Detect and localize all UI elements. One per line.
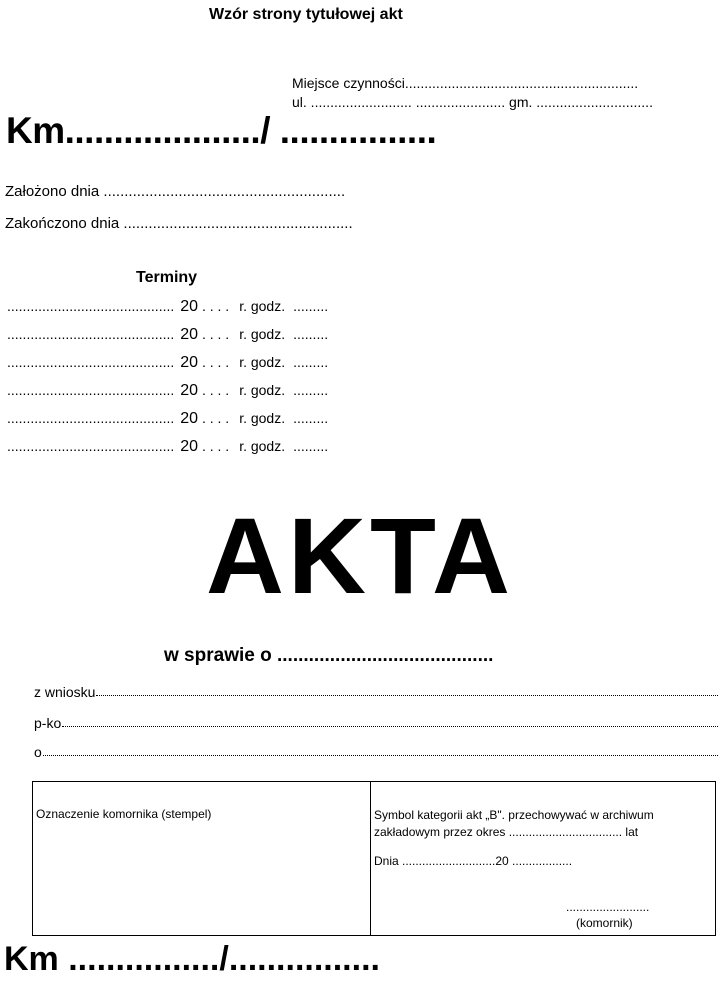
term-hour-dots: ......... (293, 326, 329, 342)
term-year: 20 (180, 438, 199, 455)
about-dots (43, 755, 718, 756)
term-year: 20 (180, 354, 199, 371)
term-row (7, 410, 328, 428)
term-year-dots: . . . . (198, 382, 230, 398)
opponent-dots (62, 726, 718, 727)
term-row (7, 382, 328, 400)
term-year: 20 (180, 298, 199, 315)
term-year: 20 (180, 326, 199, 343)
term-row (7, 354, 328, 372)
term-year-dots: . . . . (198, 354, 230, 370)
stamp-label: Oznaczenie komornika (stempel) (36, 807, 212, 821)
page-title: Wzór strony tytułowej akt (209, 6, 403, 23)
closed-date-line: Zakończono dnia ....................................................... (5, 215, 353, 232)
term-hour-label: r. godz. (239, 410, 286, 426)
applicant-label: z wniosku (34, 684, 96, 700)
signature-label: (komornik) (576, 916, 633, 930)
signature-dots: ......................... (566, 900, 650, 914)
term-year-dots: . . . . (198, 438, 230, 454)
opponent-label: p-ko (34, 715, 62, 731)
term-date-dots: ........................................... (7, 438, 175, 454)
term-row (7, 326, 328, 344)
applicant-dots (96, 695, 718, 696)
case-subject: w sprawie o ......................................... (164, 645, 494, 666)
term-row (7, 438, 328, 456)
term-hour-dots: ......... (293, 298, 329, 314)
term-date-dots: ........................................... (7, 382, 175, 398)
about-line (34, 740, 718, 760)
term-hour-dots: ......... (293, 354, 329, 370)
term-hour-label: r. godz. (239, 382, 286, 398)
place-line: Miejsce czynności............................................................ (292, 75, 639, 91)
term-date-dots: ........................................... (7, 326, 175, 342)
term-hour-dots: ......... (293, 438, 329, 454)
opponent-line (34, 711, 718, 731)
term-date-dots: ........................................... (7, 298, 175, 314)
term-year-dots: . . . . (198, 326, 230, 342)
applicant-line (34, 680, 718, 700)
main-title: AKTA (206, 495, 514, 616)
term-row (7, 298, 328, 316)
term-year-dots: . . . . (198, 410, 230, 426)
term-hour-label: r. godz. (239, 354, 286, 370)
term-hour-label: r. godz. (239, 326, 286, 342)
case-number: Km..................../ ................ (6, 110, 437, 151)
box-divider (370, 782, 371, 935)
box-date-line: Dnia ............................20 .................. (374, 854, 573, 868)
bailiff-box (32, 781, 716, 936)
archive-category-text: Symbol kategorii akt „B". przechowywać w archiwum zakładowym przez okres .................................. lat (374, 808, 654, 839)
term-date-dots: ........................................... (7, 410, 175, 426)
place-of-activity (292, 74, 653, 112)
terms-heading: Terminy (136, 269, 198, 286)
term-hour-label: r. godz. (239, 298, 286, 314)
about-label: o (34, 744, 42, 760)
founded-date-line: Założono dnia .......................................................... (5, 183, 346, 200)
term-year-dots: . . . . (198, 298, 230, 314)
term-hour-dots: ......... (293, 410, 329, 426)
term-year: 20 (180, 382, 199, 399)
term-hour-dots: ......... (293, 382, 329, 398)
footer-case-number: Km ................/................ (4, 940, 380, 978)
term-year: 20 (180, 410, 199, 427)
street-line: ul. .......................... ....................... gm. .............................. (292, 94, 653, 110)
term-date-dots: ........................................... (7, 354, 175, 370)
term-hour-label: r. godz. (239, 438, 286, 454)
